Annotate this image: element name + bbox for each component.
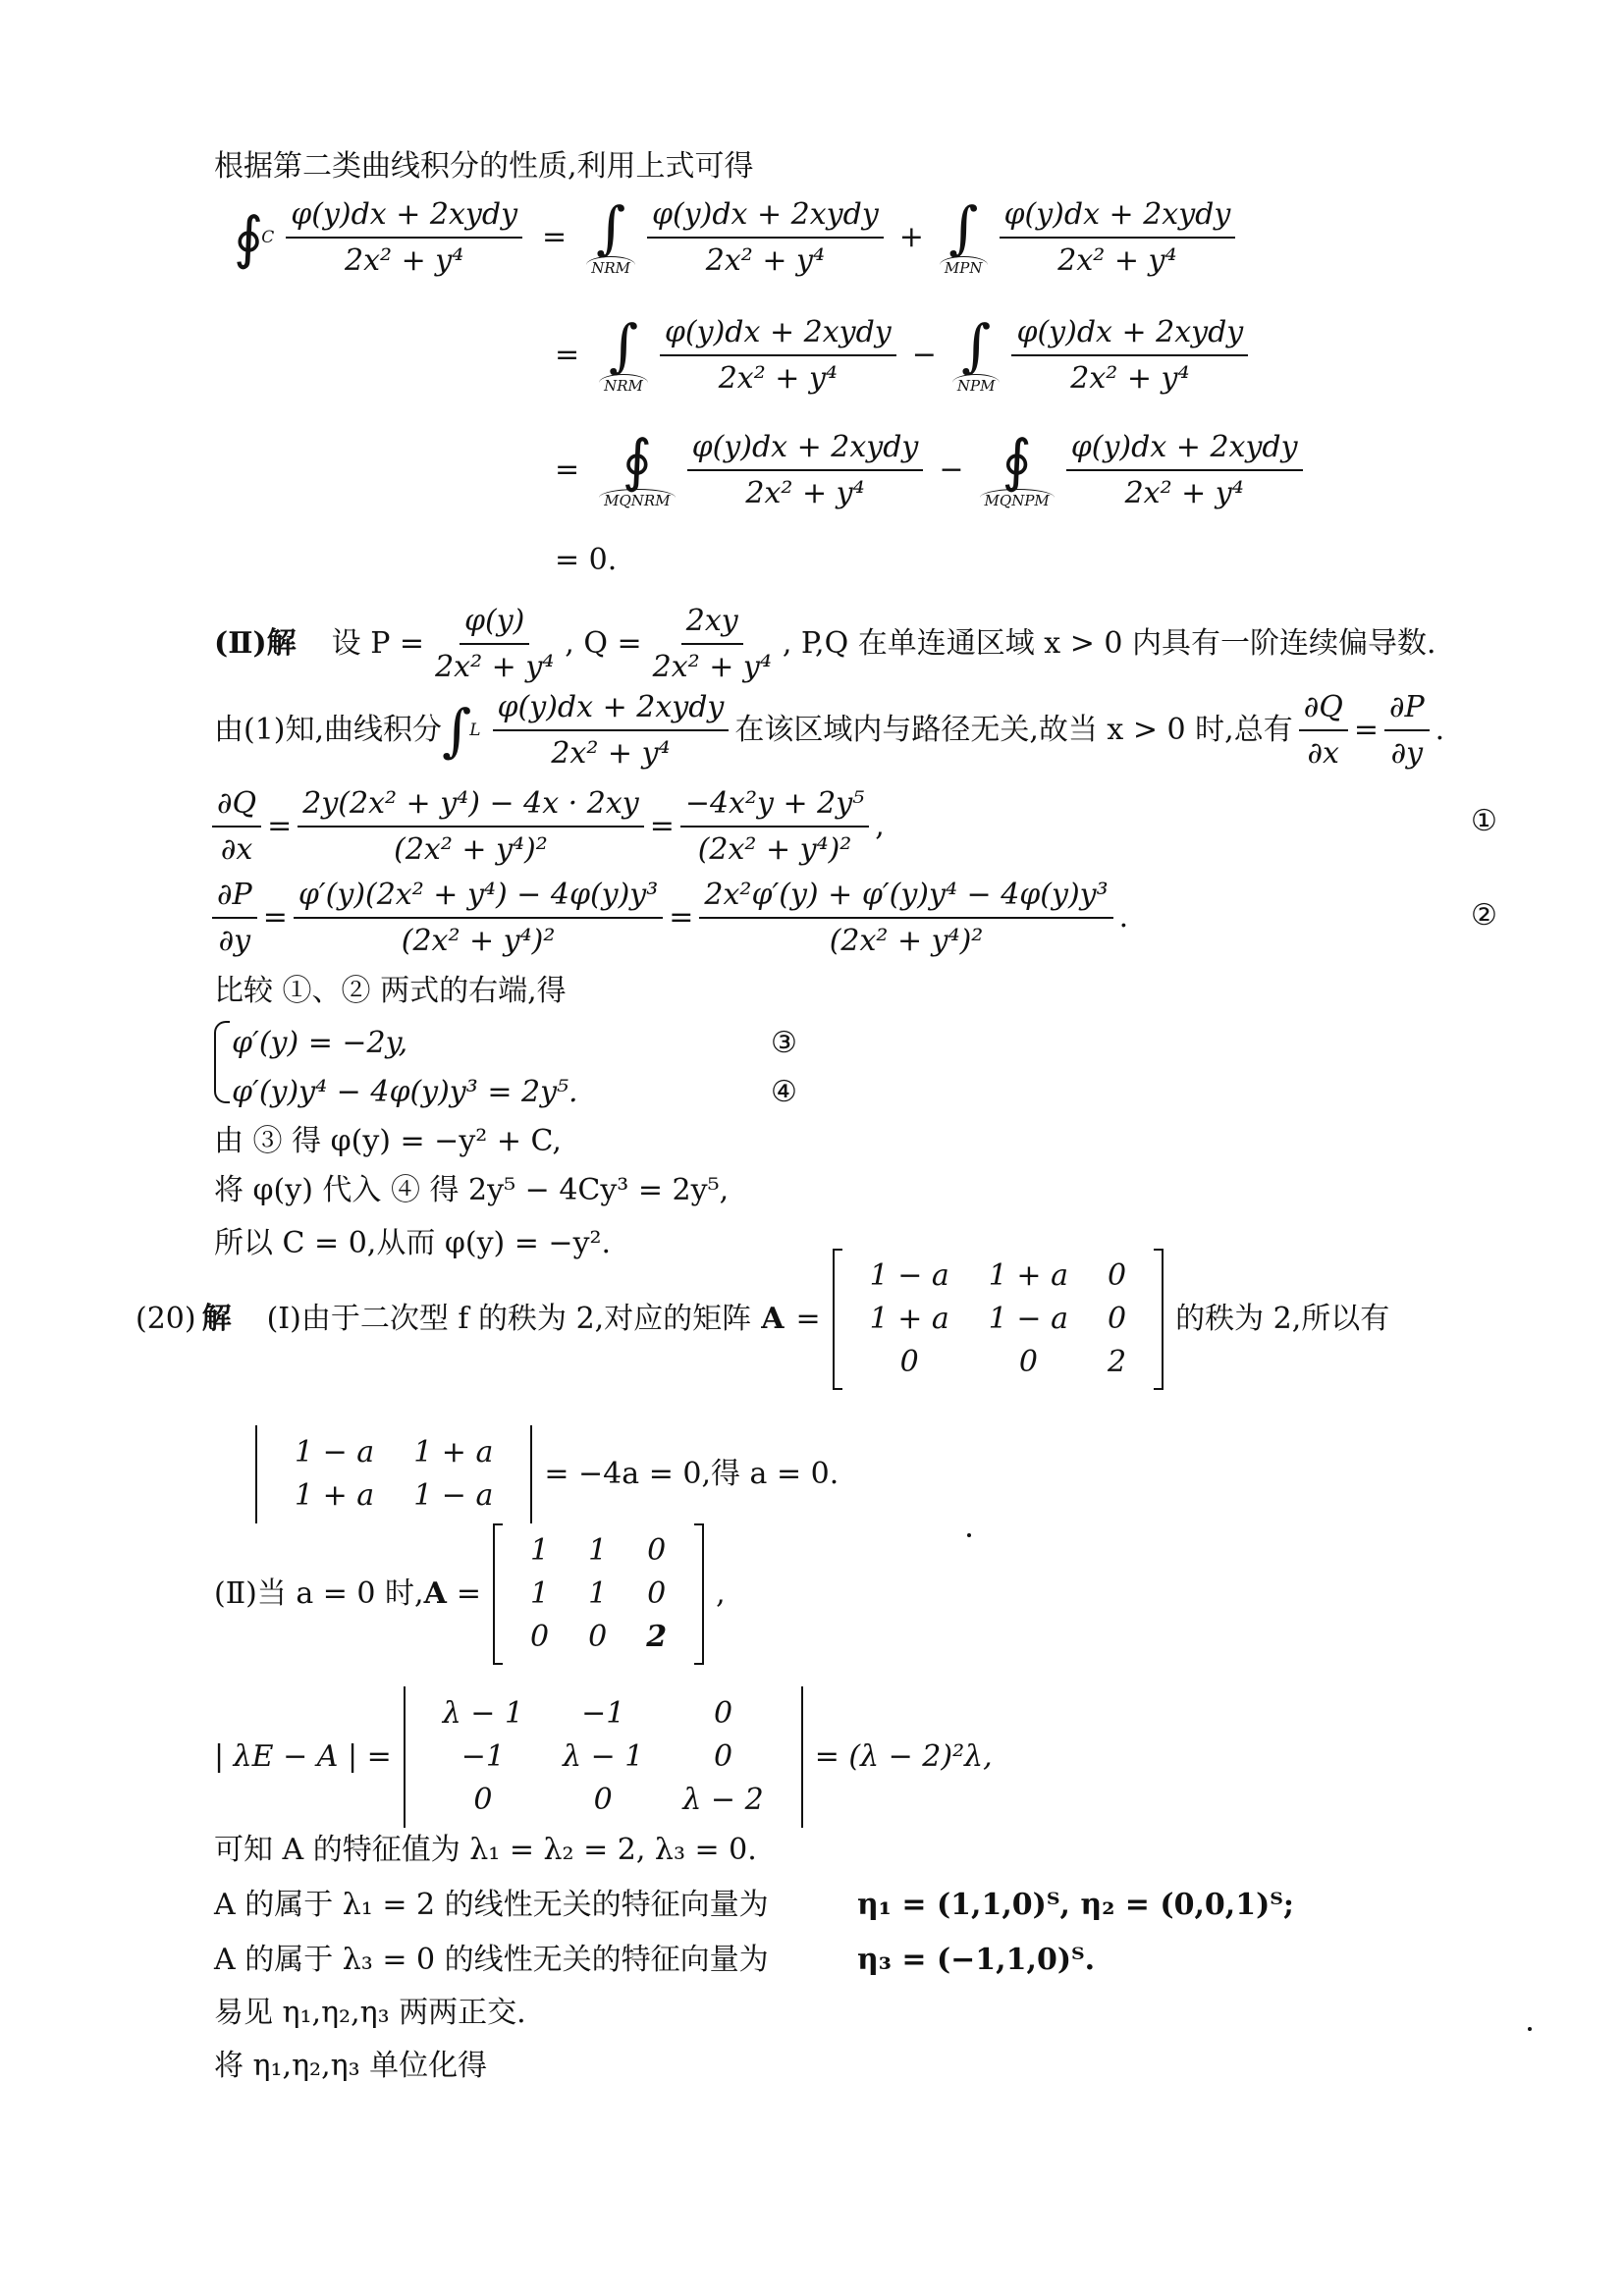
system-eq-4 [232, 1075, 578, 1109]
equals-sign: = [795, 1302, 821, 1336]
matrix-cell: 1 + a [413, 1435, 494, 1469]
determinant-2x2 [255, 1425, 532, 1523]
matrix-a-symbol: A [423, 1576, 447, 1611]
problem-20-line [135, 1249, 1389, 1390]
q-lead-text: , Q = [565, 626, 642, 661]
normalize-text: 将 η₁,η₂,η₃ 单位化得 [214, 2049, 488, 2083]
matrix-cell: 0 [1018, 1345, 1038, 1379]
fraction-numerator: φ(y)dx + 2xydy [1011, 314, 1248, 356]
comma: , [875, 809, 885, 843]
matrix-cell: 0 [473, 1783, 493, 1817]
scan-speck [1528, 2027, 1532, 2031]
eigenvector-lead-1: A 的属于 λ₁ = 2 的线性无关的特征向量为 [214, 1888, 769, 1922]
matrix-cell: λ − 1 [442, 1696, 524, 1731]
arc-label: MPN [940, 256, 988, 276]
q-fraction [648, 603, 777, 685]
system-eq-4-number [771, 1075, 797, 1109]
equals-sign: = [649, 809, 675, 843]
eigenvector-values-1 [857, 1888, 1294, 1922]
minus-sign: − [911, 338, 937, 372]
system-equation: φ′(y) = −2y, [232, 1026, 408, 1060]
equals-sign: = [669, 900, 694, 934]
matrix-cell: 0 [647, 1576, 667, 1611]
from-eq3-line [214, 1124, 562, 1158]
arc-label: MQNRM [599, 489, 675, 508]
fraction-numerator: ∂Q [1299, 689, 1348, 731]
equals-sign: = [542, 220, 568, 254]
substitute-text: 将 φ(y) 代入 ④ 得 2y⁵ − 4Cy³ = 2y⁵, [214, 1173, 730, 1207]
eigenvector-lead-2: A 的属于 λ₃ = 0 的线性无关的特征向量为 [214, 1943, 769, 1977]
system-equation: φ′(y)y⁴ − 4φ(y)y³ = 2y⁵. [232, 1075, 578, 1109]
matrix-cell: 0 [530, 1620, 550, 1654]
p-fraction [430, 603, 559, 685]
from-eq3-text: 由 ③ 得 φ(y) = −y² + C, [214, 1124, 562, 1158]
period: . [1435, 713, 1445, 747]
fraction-numerator: φ′(y)(2x² + y⁴) − 4φ(y)y³ [294, 877, 663, 919]
fraction-denominator: ∂y [218, 923, 251, 958]
fraction-numerator: φ(y)dx + 2xydy [647, 196, 884, 239]
fraction-denominator: (2x² + y⁴)² [394, 831, 548, 867]
fraction-numerator: 2xy [681, 603, 743, 645]
by1-mid-text: 在该区域内与路径无关,故当 x > 0 时,总有 [734, 713, 1293, 747]
dq-simplified-fraction [680, 785, 869, 868]
integrand-fraction [493, 689, 730, 772]
eigenvector-line-1 [214, 1888, 769, 1922]
integral-result [555, 543, 618, 577]
fraction-numerator: −4x²y + 2y⁵ [680, 785, 869, 828]
equals-sign: = [456, 1576, 482, 1611]
determinant-line [244, 1425, 839, 1523]
matrix-cell: 1 − a [988, 1302, 1068, 1336]
matrix-cell: λ − 1 [563, 1739, 644, 1774]
matrix-cell: 1 − a [869, 1258, 949, 1293]
compare-text: 比较 ①、② 两式的右端,得 [214, 974, 567, 1008]
matrix-cell: 1 + a [295, 1478, 375, 1513]
arc-integral-nrm: ∫ NRM [586, 199, 635, 276]
substitute-line [214, 1173, 730, 1207]
eigenvalue-text: 可知 A 的特征值为 λ₁ = λ₂ = 2, λ₃ = 0. [214, 1833, 757, 1867]
matrix-cell: 0 [1107, 1302, 1127, 1336]
contour-c-label: C [261, 227, 275, 247]
matrix-cell: −1 [581, 1696, 625, 1731]
closed-integral-mqnpm: ∮ MQNPM [980, 432, 1055, 508]
matrix-cell: 2 [1107, 1345, 1127, 1379]
rank-tail-text: 的秩为 2,所以有 [1175, 1302, 1390, 1336]
matrix-cell: 1 [530, 1533, 550, 1568]
fraction-numerator: φ(y)dx + 2xydy [1000, 196, 1236, 239]
fraction-numerator: φ(y)dx + 2xydy [493, 689, 730, 731]
contour-integral-symbol: ∮ [234, 204, 264, 271]
circled-number-2: ② [1471, 898, 1497, 933]
fraction-denominator: 2x² + y⁴ [1057, 242, 1177, 278]
matrix-cell: 0 [899, 1345, 919, 1379]
fraction-numerator: 2y(2x² + y⁴) − 4x · 2xy [298, 785, 643, 828]
dp-dy-fraction [212, 877, 257, 959]
fraction-denominator: 2x² + y⁴ [652, 649, 772, 684]
part2-set-text: 设 P = [331, 626, 425, 661]
equation-2-number [1471, 898, 1497, 933]
fraction-denominator: 2x² + y⁴ [435, 649, 555, 684]
conclusion-text: 所以 C = 0,从而 φ(y) = −y². [214, 1226, 612, 1260]
integrand-fraction [660, 314, 896, 397]
fraction-denominator: (2x² + y⁴)² [829, 923, 984, 958]
fraction-denominator: 2x² + y⁴ [718, 360, 838, 396]
equation-2 [206, 877, 1128, 959]
matrix-cell: 0 [713, 1739, 733, 1774]
period: . [1118, 900, 1129, 934]
fraction-denominator: 2x² + y⁴ [1124, 475, 1244, 510]
dp-simplified-fraction [699, 877, 1112, 959]
fraction-numerator: φ(y) [460, 603, 529, 645]
fraction-numerator: φ(y)dx + 2xydy [687, 429, 924, 471]
circled-number-1: ① [1471, 804, 1497, 838]
intro-text: 根据第二类曲线积分的性质,利用上式可得 [214, 149, 754, 184]
fraction-denominator: 2x² + y⁴ [1070, 360, 1190, 396]
fraction-denominator: ∂x [220, 831, 253, 867]
fraction-numerator: ∂P [1384, 689, 1430, 731]
problem-20-text: (Ⅰ)由于二次型 f 的秩为 2,对应的矩阵 [266, 1302, 752, 1336]
integrand-fraction [286, 196, 522, 279]
integrand-fraction [1066, 429, 1303, 511]
part2-label: (Ⅱ)解 [214, 626, 297, 661]
matrix-cell: 1 [530, 1576, 550, 1611]
eigenvector-values-2 [857, 1943, 1096, 1977]
matrix-cell: 0 [593, 1783, 613, 1817]
matrix-cell: 1 + a [988, 1258, 1068, 1293]
char-result-text: = (λ − 2)²λ, [814, 1739, 993, 1774]
system-brace [214, 1021, 230, 1103]
solution-label: 解 [201, 1302, 232, 1336]
integrand-fraction [647, 196, 884, 279]
equals-sign: = [267, 809, 293, 843]
matrix-cell: 1 [588, 1533, 608, 1568]
fraction-numerator: ∂P [212, 877, 257, 919]
integral-eq-row-2 [555, 314, 1254, 397]
eigenvector-values-text-1: η₁ = (1,1,0)ᵀ, η₂ = (0,0,1)ᵀ; [857, 1888, 1294, 1922]
matrix-cell: 0 [713, 1696, 733, 1731]
a-zero-lead-text: (Ⅱ)当 a = 0 时, [214, 1576, 424, 1611]
equation-1 [206, 785, 885, 868]
char-poly-line [214, 1686, 993, 1828]
fraction-numerator: 2x²φ′(y) + φ′(y)y⁴ − 4φ(y)y³ [699, 877, 1112, 919]
arc-label: NRM [586, 256, 635, 276]
equals-sign: = [262, 900, 288, 934]
path-independence-line [214, 689, 1444, 772]
matrix-cell: 1 [588, 1576, 608, 1611]
part2-setup-line [214, 603, 1436, 685]
dq-dx-fraction [212, 785, 261, 868]
fraction-denominator: ∂y [1390, 735, 1424, 771]
fraction-denominator: (2x² + y⁴)² [697, 831, 852, 867]
minus-sign: − [939, 453, 964, 487]
fraction-denominator: 2x² + y⁴ [345, 242, 464, 278]
matrix-a-zero [493, 1523, 704, 1665]
fraction-denominator: ∂x [1307, 735, 1339, 771]
system-eq-3-number [771, 1026, 797, 1060]
arc-label: NPM [952, 374, 1001, 394]
fraction-denominator: (2x² + y⁴)² [401, 923, 556, 958]
by1-lead-text: 由(1)知,曲线积分 [214, 713, 443, 747]
integral-symbol: ∫ [442, 697, 472, 764]
integrand-fraction [687, 429, 924, 511]
matrix-a-symbol: A [761, 1302, 785, 1336]
integral-eq-row-3 [555, 429, 1309, 511]
arc-integral-mpn: ∫ MPN [940, 199, 988, 276]
plus-sign: + [898, 220, 924, 254]
integrand-fraction [1000, 196, 1236, 279]
dq-dx-fraction [1299, 689, 1348, 772]
equals-sign: = [555, 338, 580, 372]
arc-label: MQNPM [980, 489, 1055, 508]
matrix-table [275, 1431, 513, 1518]
comma: , [716, 1576, 726, 1611]
normalize-line [214, 2049, 488, 2083]
matrix-cell: 0 [1107, 1258, 1127, 1293]
matrix-cell: 1 + a [869, 1302, 949, 1336]
fraction-numerator: φ(y)dx + 2xydy [1066, 429, 1303, 471]
matrix-cell: 2 [646, 1620, 668, 1654]
matrix-cell: 0 [588, 1620, 608, 1654]
integrand-fraction [1011, 314, 1248, 397]
arc-integral-npm: ∫ NPM [952, 317, 1001, 394]
compare-line [214, 974, 567, 1008]
scan-speck [967, 1533, 971, 1537]
integral-eq-row-1 [234, 196, 1241, 279]
dp-dy-fraction [1384, 689, 1430, 772]
a-zero-line [214, 1523, 726, 1665]
circled-number-3: ③ [771, 1026, 797, 1060]
fraction-denominator: 2x² + y⁴ [551, 735, 671, 771]
equation-1-number [1471, 804, 1497, 838]
arc-label: NRM [599, 374, 648, 394]
equals-sign: = [1353, 713, 1379, 747]
matrix-cell: 0 [647, 1533, 667, 1568]
fraction-numerator: ∂Q [212, 785, 261, 828]
matrix-table [850, 1255, 1146, 1384]
path-l-label: L [469, 720, 481, 740]
eigenvector-line-2 [214, 1943, 769, 1977]
fraction-numerator: φ(y)dx + 2xydy [286, 196, 522, 239]
orthogonal-line [214, 1996, 526, 2030]
matrix-table [423, 1692, 784, 1822]
fraction-numerator: φ(y)dx + 2xydy [660, 314, 896, 356]
determinant-result-text: = −4a = 0,得 a = 0. [544, 1457, 839, 1491]
char-lead-text: | λE − A | = [214, 1739, 392, 1774]
system-eq-3 [232, 1026, 408, 1060]
fraction-denominator: 2x² + y⁴ [745, 475, 865, 510]
arc-integral-nrm: ∫ NRM [599, 317, 648, 394]
fraction-denominator: 2x² + y⁴ [705, 242, 825, 278]
equals-zero-text: = 0. [555, 543, 618, 577]
matrix-cell: −1 [460, 1739, 506, 1774]
equals-sign: = [555, 453, 580, 487]
matrix-a-general [833, 1249, 1164, 1390]
dp-expanded-fraction [294, 877, 663, 959]
matrix-cell: 1 − a [413, 1478, 494, 1513]
matrix-table [511, 1529, 686, 1659]
eigenvector-values-text-2: η₃ = (−1,1,0)ᵀ. [857, 1943, 1096, 1977]
eigenvalue-line [214, 1833, 757, 1867]
closed-integral-mqnrm: ∮ MQNRM [599, 432, 675, 508]
part2-tail-text: , P,Q 在单连通区域 x > 0 内具有一阶连续偏导数. [782, 626, 1436, 661]
intro-line [214, 149, 754, 184]
circled-number-4: ④ [771, 1075, 797, 1109]
orthogonal-text: 易见 η₁,η₂,η₃ 两两正交. [214, 1996, 526, 2030]
dq-expanded-fraction [298, 785, 643, 868]
matrix-cell: λ − 2 [682, 1783, 764, 1817]
char-matrix [404, 1686, 803, 1828]
matrix-cell: 1 − a [295, 1435, 375, 1469]
problem-number: (20) [135, 1302, 196, 1336]
